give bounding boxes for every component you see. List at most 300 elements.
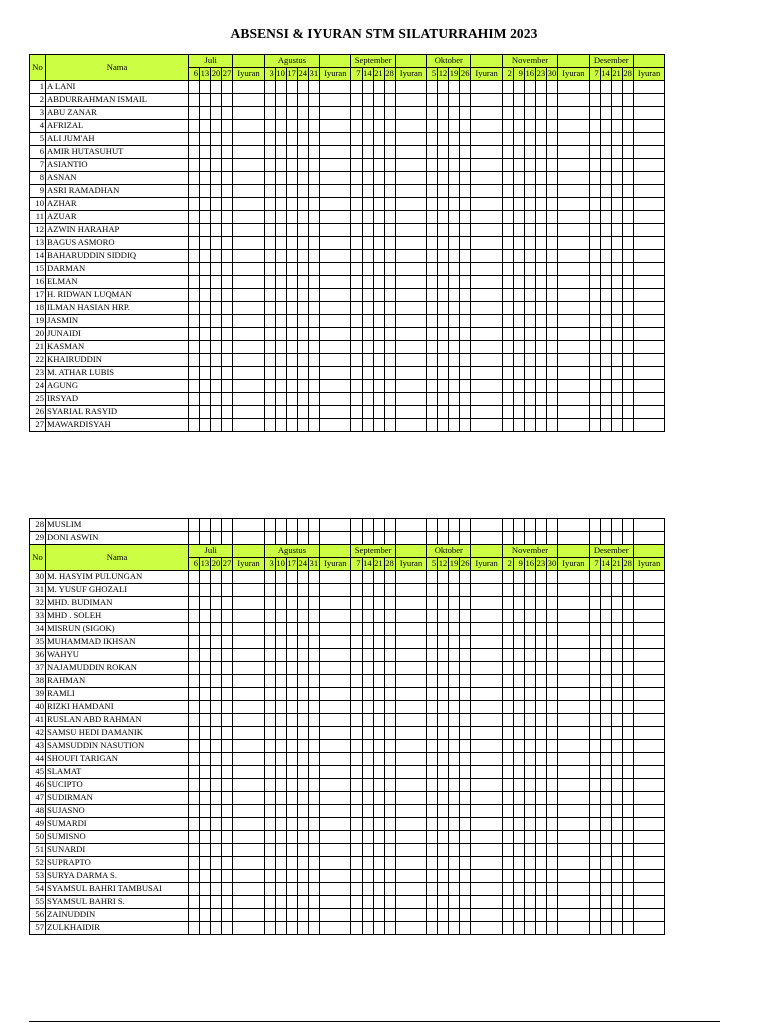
attendance-cell[interactable] [600, 649, 611, 662]
attendance-cell[interactable] [460, 263, 471, 276]
attendance-cell[interactable] [200, 120, 211, 133]
attendance-cell[interactable] [211, 419, 222, 432]
attendance-cell[interactable] [264, 519, 275, 532]
attendance-cell[interactable] [502, 805, 513, 818]
iyuran-cell[interactable] [320, 597, 351, 610]
attendance-cell[interactable] [373, 753, 384, 766]
iyuran-cell[interactable] [471, 688, 502, 701]
attendance-cell[interactable] [286, 302, 297, 315]
attendance-cell[interactable] [513, 883, 524, 896]
attendance-cell[interactable] [275, 250, 286, 263]
attendance-cell[interactable] [622, 662, 633, 675]
attendance-cell[interactable] [611, 276, 622, 289]
attendance-cell[interactable] [275, 276, 286, 289]
attendance-cell[interactable] [200, 727, 211, 740]
iyuran-cell[interactable] [395, 740, 426, 753]
attendance-cell[interactable] [611, 211, 622, 224]
attendance-cell[interactable] [513, 302, 524, 315]
attendance-cell[interactable] [502, 636, 513, 649]
attendance-cell[interactable] [373, 81, 384, 94]
attendance-cell[interactable] [438, 623, 449, 636]
attendance-cell[interactable] [449, 883, 460, 896]
iyuran-cell[interactable] [320, 81, 351, 94]
attendance-cell[interactable] [622, 727, 633, 740]
attendance-cell[interactable] [589, 922, 600, 935]
attendance-cell[interactable] [351, 250, 362, 263]
attendance-cell[interactable] [211, 623, 222, 636]
attendance-cell[interactable] [351, 623, 362, 636]
attendance-cell[interactable] [438, 662, 449, 675]
attendance-cell[interactable] [622, 419, 633, 432]
iyuran-cell[interactable] [233, 224, 264, 237]
attendance-cell[interactable] [589, 662, 600, 675]
attendance-cell[interactable] [427, 120, 438, 133]
attendance-cell[interactable] [275, 571, 286, 584]
attendance-cell[interactable] [438, 94, 449, 107]
attendance-cell[interactable] [286, 81, 297, 94]
attendance-cell[interactable] [373, 831, 384, 844]
iyuran-cell[interactable] [633, 571, 664, 584]
attendance-cell[interactable] [547, 571, 558, 584]
attendance-cell[interactable] [189, 844, 200, 857]
attendance-cell[interactable] [200, 610, 211, 623]
attendance-cell[interactable] [611, 237, 622, 250]
attendance-cell[interactable] [286, 714, 297, 727]
iyuran-cell[interactable] [633, 727, 664, 740]
attendance-cell[interactable] [373, 302, 384, 315]
attendance-cell[interactable] [536, 818, 547, 831]
iyuran-cell[interactable] [233, 237, 264, 250]
attendance-cell[interactable] [524, 393, 535, 406]
attendance-cell[interactable] [264, 367, 275, 380]
attendance-cell[interactable] [427, 315, 438, 328]
attendance-cell[interactable] [222, 896, 233, 909]
attendance-cell[interactable] [222, 315, 233, 328]
attendance-cell[interactable] [600, 610, 611, 623]
attendance-cell[interactable] [589, 818, 600, 831]
attendance-cell[interactable] [449, 419, 460, 432]
attendance-cell[interactable] [449, 380, 460, 393]
attendance-cell[interactable] [200, 844, 211, 857]
attendance-cell[interactable] [211, 636, 222, 649]
iyuran-cell[interactable] [395, 393, 426, 406]
iyuran-cell[interactable] [395, 584, 426, 597]
attendance-cell[interactable] [297, 302, 308, 315]
iyuran-cell[interactable] [471, 779, 502, 792]
attendance-cell[interactable] [502, 662, 513, 675]
attendance-cell[interactable] [222, 133, 233, 146]
iyuran-cell[interactable] [395, 766, 426, 779]
attendance-cell[interactable] [547, 120, 558, 133]
iyuran-cell[interactable] [471, 753, 502, 766]
attendance-cell[interactable] [460, 159, 471, 172]
attendance-cell[interactable] [502, 107, 513, 120]
iyuran-cell[interactable] [633, 367, 664, 380]
attendance-cell[interactable] [513, 419, 524, 432]
attendance-cell[interactable] [286, 779, 297, 792]
attendance-cell[interactable] [524, 909, 535, 922]
attendance-cell[interactable] [524, 172, 535, 185]
attendance-cell[interactable] [438, 636, 449, 649]
attendance-cell[interactable] [362, 380, 373, 393]
attendance-cell[interactable] [211, 571, 222, 584]
iyuran-cell[interactable] [471, 805, 502, 818]
attendance-cell[interactable] [211, 81, 222, 94]
attendance-cell[interactable] [524, 159, 535, 172]
iyuran-cell[interactable] [320, 896, 351, 909]
attendance-cell[interactable] [502, 623, 513, 636]
iyuran-cell[interactable] [320, 302, 351, 315]
attendance-cell[interactable] [264, 844, 275, 857]
attendance-cell[interactable] [222, 571, 233, 584]
attendance-cell[interactable] [524, 224, 535, 237]
attendance-cell[interactable] [200, 701, 211, 714]
attendance-cell[interactable] [297, 922, 308, 935]
attendance-cell[interactable] [524, 107, 535, 120]
iyuran-cell[interactable] [320, 107, 351, 120]
attendance-cell[interactable] [600, 107, 611, 120]
attendance-cell[interactable] [297, 766, 308, 779]
attendance-cell[interactable] [264, 883, 275, 896]
attendance-cell[interactable] [264, 289, 275, 302]
attendance-cell[interactable] [211, 302, 222, 315]
attendance-cell[interactable] [384, 831, 395, 844]
attendance-cell[interactable] [460, 393, 471, 406]
attendance-cell[interactable] [222, 831, 233, 844]
attendance-cell[interactable] [513, 146, 524, 159]
iyuran-cell[interactable] [471, 519, 502, 532]
attendance-cell[interactable] [351, 302, 362, 315]
attendance-cell[interactable] [373, 120, 384, 133]
attendance-cell[interactable] [309, 276, 320, 289]
iyuran-cell[interactable] [471, 610, 502, 623]
attendance-cell[interactable] [222, 844, 233, 857]
attendance-cell[interactable] [297, 159, 308, 172]
attendance-cell[interactable] [427, 419, 438, 432]
attendance-cell[interactable] [297, 211, 308, 224]
attendance-cell[interactable] [351, 597, 362, 610]
attendance-cell[interactable] [211, 532, 222, 545]
attendance-cell[interactable] [427, 792, 438, 805]
attendance-cell[interactable] [222, 532, 233, 545]
iyuran-cell[interactable] [233, 263, 264, 276]
attendance-cell[interactable] [264, 792, 275, 805]
attendance-cell[interactable] [211, 315, 222, 328]
attendance-cell[interactable] [275, 159, 286, 172]
attendance-cell[interactable] [200, 211, 211, 224]
attendance-cell[interactable] [264, 779, 275, 792]
attendance-cell[interactable] [449, 922, 460, 935]
attendance-cell[interactable] [589, 120, 600, 133]
attendance-cell[interactable] [513, 714, 524, 727]
attendance-cell[interactable] [275, 198, 286, 211]
attendance-cell[interactable] [286, 315, 297, 328]
attendance-cell[interactable] [362, 224, 373, 237]
attendance-cell[interactable] [536, 519, 547, 532]
iyuran-cell[interactable] [395, 302, 426, 315]
attendance-cell[interactable] [264, 662, 275, 675]
iyuran-cell[interactable] [320, 380, 351, 393]
iyuran-cell[interactable] [633, 263, 664, 276]
attendance-cell[interactable] [524, 649, 535, 662]
attendance-cell[interactable] [438, 354, 449, 367]
attendance-cell[interactable] [211, 159, 222, 172]
attendance-cell[interactable] [502, 393, 513, 406]
iyuran-cell[interactable] [558, 740, 589, 753]
attendance-cell[interactable] [502, 727, 513, 740]
iyuran-cell[interactable] [471, 107, 502, 120]
attendance-cell[interactable] [513, 844, 524, 857]
attendance-cell[interactable] [297, 909, 308, 922]
attendance-cell[interactable] [622, 649, 633, 662]
attendance-cell[interactable] [264, 896, 275, 909]
attendance-cell[interactable] [589, 250, 600, 263]
attendance-cell[interactable] [622, 740, 633, 753]
attendance-cell[interactable] [200, 636, 211, 649]
attendance-cell[interactable] [286, 185, 297, 198]
attendance-cell[interactable] [536, 354, 547, 367]
attendance-cell[interactable] [373, 571, 384, 584]
attendance-cell[interactable] [611, 289, 622, 302]
attendance-cell[interactable] [513, 805, 524, 818]
iyuran-cell[interactable] [320, 740, 351, 753]
iyuran-cell[interactable] [471, 146, 502, 159]
attendance-cell[interactable] [275, 753, 286, 766]
attendance-cell[interactable] [297, 675, 308, 688]
attendance-cell[interactable] [536, 107, 547, 120]
attendance-cell[interactable] [438, 584, 449, 597]
iyuran-cell[interactable] [471, 328, 502, 341]
attendance-cell[interactable] [264, 107, 275, 120]
iyuran-cell[interactable] [395, 367, 426, 380]
attendance-cell[interactable] [427, 341, 438, 354]
attendance-cell[interactable] [211, 406, 222, 419]
attendance-cell[interactable] [286, 341, 297, 354]
attendance-cell[interactable] [189, 211, 200, 224]
attendance-cell[interactable] [513, 740, 524, 753]
attendance-cell[interactable] [438, 688, 449, 701]
attendance-cell[interactable] [373, 328, 384, 341]
attendance-cell[interactable] [189, 571, 200, 584]
attendance-cell[interactable] [362, 896, 373, 909]
attendance-cell[interactable] [264, 380, 275, 393]
attendance-cell[interactable] [460, 831, 471, 844]
attendance-cell[interactable] [275, 81, 286, 94]
attendance-cell[interactable] [622, 107, 633, 120]
attendance-cell[interactable] [438, 857, 449, 870]
attendance-cell[interactable] [351, 779, 362, 792]
attendance-cell[interactable] [275, 146, 286, 159]
attendance-cell[interactable] [384, 649, 395, 662]
iyuran-cell[interactable] [233, 571, 264, 584]
iyuran-cell[interactable] [558, 519, 589, 532]
attendance-cell[interactable] [611, 662, 622, 675]
attendance-cell[interactable] [286, 792, 297, 805]
attendance-cell[interactable] [427, 714, 438, 727]
attendance-cell[interactable] [622, 792, 633, 805]
iyuran-cell[interactable] [395, 94, 426, 107]
attendance-cell[interactable] [309, 393, 320, 406]
attendance-cell[interactable] [438, 610, 449, 623]
attendance-cell[interactable] [373, 380, 384, 393]
attendance-cell[interactable] [502, 714, 513, 727]
attendance-cell[interactable] [297, 120, 308, 133]
attendance-cell[interactable] [622, 532, 633, 545]
iyuran-cell[interactable] [471, 649, 502, 662]
attendance-cell[interactable] [275, 185, 286, 198]
attendance-cell[interactable] [211, 727, 222, 740]
attendance-cell[interactable] [589, 753, 600, 766]
attendance-cell[interactable] [384, 662, 395, 675]
attendance-cell[interactable] [309, 211, 320, 224]
attendance-cell[interactable] [449, 367, 460, 380]
iyuran-cell[interactable] [471, 727, 502, 740]
iyuran-cell[interactable] [395, 649, 426, 662]
attendance-cell[interactable] [438, 146, 449, 159]
iyuran-cell[interactable] [633, 896, 664, 909]
iyuran-cell[interactable] [633, 302, 664, 315]
attendance-cell[interactable] [373, 909, 384, 922]
attendance-cell[interactable] [211, 597, 222, 610]
attendance-cell[interactable] [297, 519, 308, 532]
attendance-cell[interactable] [438, 393, 449, 406]
iyuran-cell[interactable] [633, 597, 664, 610]
attendance-cell[interactable] [600, 237, 611, 250]
iyuran-cell[interactable] [558, 766, 589, 779]
iyuran-cell[interactable] [558, 792, 589, 805]
attendance-cell[interactable] [222, 714, 233, 727]
attendance-cell[interactable] [275, 714, 286, 727]
attendance-cell[interactable] [589, 367, 600, 380]
attendance-cell[interactable] [286, 597, 297, 610]
attendance-cell[interactable] [286, 701, 297, 714]
iyuran-cell[interactable] [633, 753, 664, 766]
attendance-cell[interactable] [211, 185, 222, 198]
attendance-cell[interactable] [547, 172, 558, 185]
attendance-cell[interactable] [297, 406, 308, 419]
attendance-cell[interactable] [373, 688, 384, 701]
attendance-cell[interactable] [524, 328, 535, 341]
attendance-cell[interactable] [286, 211, 297, 224]
attendance-cell[interactable] [536, 636, 547, 649]
attendance-cell[interactable] [502, 211, 513, 224]
attendance-cell[interactable] [211, 896, 222, 909]
attendance-cell[interactable] [622, 831, 633, 844]
iyuran-cell[interactable] [395, 857, 426, 870]
attendance-cell[interactable] [373, 584, 384, 597]
attendance-cell[interactable] [611, 792, 622, 805]
attendance-cell[interactable] [222, 805, 233, 818]
attendance-cell[interactable] [200, 81, 211, 94]
iyuran-cell[interactable] [233, 159, 264, 172]
attendance-cell[interactable] [362, 675, 373, 688]
attendance-cell[interactable] [449, 818, 460, 831]
attendance-cell[interactable] [460, 909, 471, 922]
attendance-cell[interactable] [200, 805, 211, 818]
attendance-cell[interactable] [622, 610, 633, 623]
attendance-cell[interactable] [622, 584, 633, 597]
attendance-cell[interactable] [222, 818, 233, 831]
attendance-cell[interactable] [460, 519, 471, 532]
iyuran-cell[interactable] [395, 870, 426, 883]
attendance-cell[interactable] [589, 844, 600, 857]
attendance-cell[interactable] [524, 584, 535, 597]
attendance-cell[interactable] [611, 597, 622, 610]
attendance-cell[interactable] [384, 185, 395, 198]
attendance-cell[interactable] [200, 198, 211, 211]
attendance-cell[interactable] [460, 922, 471, 935]
attendance-cell[interactable] [309, 289, 320, 302]
attendance-cell[interactable] [502, 753, 513, 766]
attendance-cell[interactable] [524, 610, 535, 623]
attendance-cell[interactable] [286, 727, 297, 740]
attendance-cell[interactable] [438, 649, 449, 662]
attendance-cell[interactable] [189, 532, 200, 545]
attendance-cell[interactable] [200, 688, 211, 701]
attendance-cell[interactable] [275, 133, 286, 146]
attendance-cell[interactable] [286, 133, 297, 146]
attendance-cell[interactable] [297, 107, 308, 120]
attendance-cell[interactable] [547, 406, 558, 419]
iyuran-cell[interactable] [320, 532, 351, 545]
attendance-cell[interactable] [286, 532, 297, 545]
attendance-cell[interactable] [547, 818, 558, 831]
iyuran-cell[interactable] [233, 688, 264, 701]
attendance-cell[interactable] [513, 896, 524, 909]
attendance-cell[interactable] [600, 870, 611, 883]
attendance-cell[interactable] [211, 610, 222, 623]
attendance-cell[interactable] [297, 649, 308, 662]
attendance-cell[interactable] [351, 662, 362, 675]
attendance-cell[interactable] [275, 662, 286, 675]
attendance-cell[interactable] [547, 896, 558, 909]
attendance-cell[interactable] [275, 263, 286, 276]
attendance-cell[interactable] [189, 753, 200, 766]
attendance-cell[interactable] [427, 133, 438, 146]
attendance-cell[interactable] [536, 896, 547, 909]
attendance-cell[interactable] [536, 649, 547, 662]
attendance-cell[interactable] [611, 753, 622, 766]
attendance-cell[interactable] [264, 224, 275, 237]
attendance-cell[interactable] [611, 250, 622, 263]
attendance-cell[interactable] [611, 623, 622, 636]
iyuran-cell[interactable] [395, 289, 426, 302]
iyuran-cell[interactable] [558, 818, 589, 831]
attendance-cell[interactable] [264, 922, 275, 935]
attendance-cell[interactable] [362, 185, 373, 198]
iyuran-cell[interactable] [471, 909, 502, 922]
iyuran-cell[interactable] [633, 289, 664, 302]
attendance-cell[interactable] [286, 94, 297, 107]
attendance-cell[interactable] [524, 419, 535, 432]
attendance-cell[interactable] [524, 753, 535, 766]
attendance-cell[interactable] [362, 818, 373, 831]
iyuran-cell[interactable] [633, 636, 664, 649]
attendance-cell[interactable] [622, 393, 633, 406]
attendance-cell[interactable] [438, 740, 449, 753]
attendance-cell[interactable] [513, 519, 524, 532]
attendance-cell[interactable] [502, 237, 513, 250]
iyuran-cell[interactable] [471, 883, 502, 896]
iyuran-cell[interactable] [558, 714, 589, 727]
attendance-cell[interactable] [275, 857, 286, 870]
attendance-cell[interactable] [362, 159, 373, 172]
attendance-cell[interactable] [460, 302, 471, 315]
attendance-cell[interactable] [384, 315, 395, 328]
attendance-cell[interactable] [351, 792, 362, 805]
attendance-cell[interactable] [502, 766, 513, 779]
attendance-cell[interactable] [513, 623, 524, 636]
